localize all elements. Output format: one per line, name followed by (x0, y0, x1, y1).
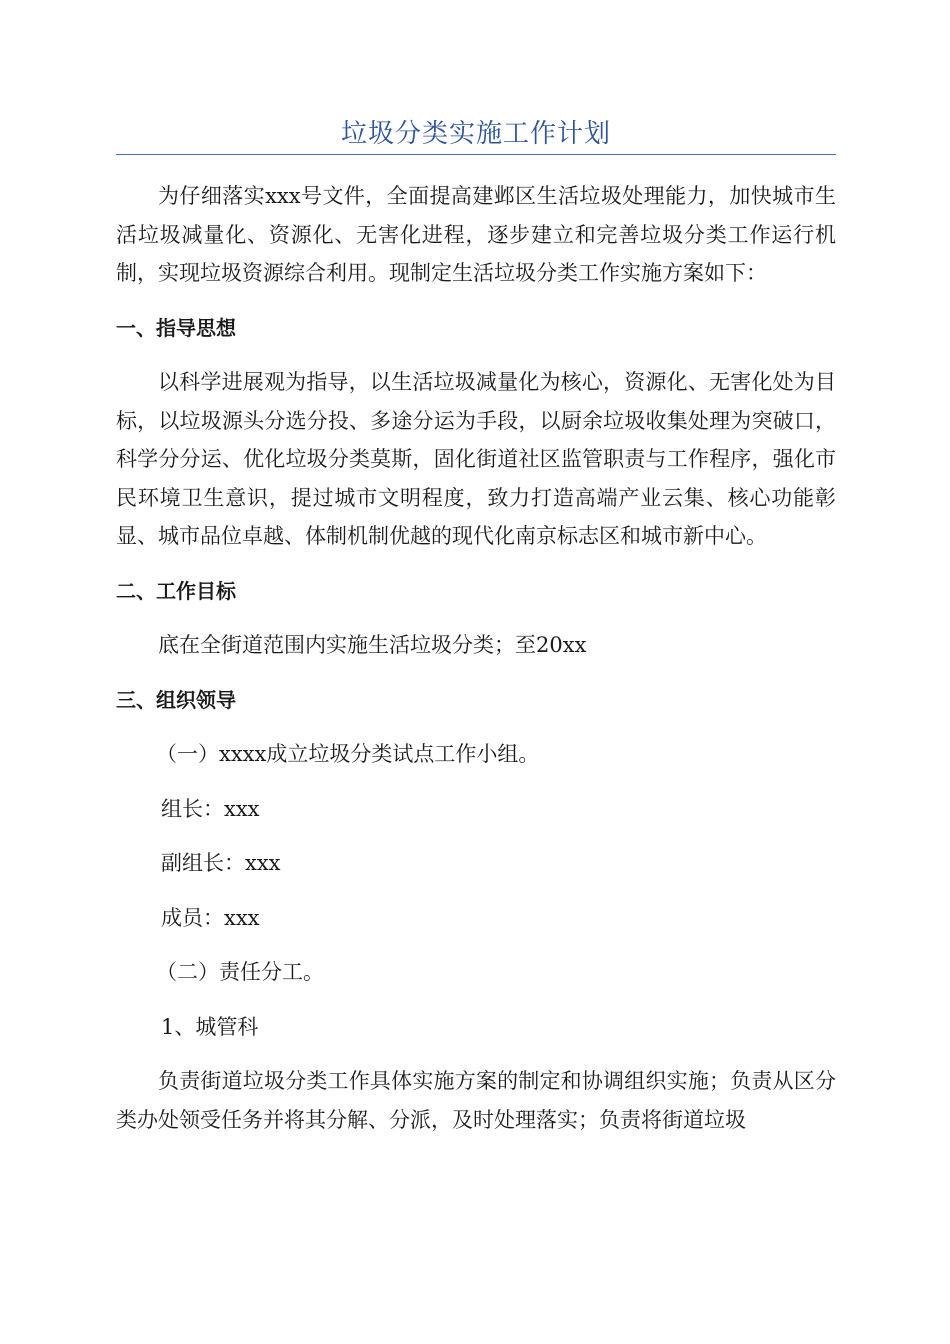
intro-paragraph: 为仔细落实xxx号文件，全面提高建邺区生活垃圾处理能力，加快城市生活垃圾减量化、资源化、无害化进程，逐步建立和完善垃圾分类工作运行机制，实现垃圾资源综合利用。现制定生活垃圾分类工作实施方案如下： (116, 184, 836, 285)
section-heading-organization: 三、组织领导 (116, 687, 236, 712)
title-underline (116, 154, 836, 155)
item-city-management: 1、城管科 (161, 1014, 259, 1039)
section-heading-work-goal: 二、工作目标 (116, 578, 236, 603)
subsection-group-setup: （一）xxxx成立垃圾分类试点工作小组。 (156, 742, 540, 766)
document-title: 垃圾分类实施工作计划 (340, 119, 611, 149)
deputy-leader-line: 副组长：xxx (161, 851, 281, 875)
section-heading-guiding-thought: 一、指导思想 (116, 315, 236, 340)
document-body (116, 177, 836, 1139)
city-management-paragraph: 负责街道垃圾分类工作具体实施方案的制定和协调组织实施；负责从区分类办处领受任务并将其分解、分派，及时处理落实；负责将街道垃圾 (116, 1069, 836, 1132)
members-line: 成员：xxx (161, 905, 260, 930)
group-leader-line: 组长：xxx (161, 796, 260, 821)
subsection-responsibilities: （二）责任分工。 (156, 960, 324, 984)
guiding-thought-paragraph: 以科学进展观为指导，以生活垃圾减量化为核心，资源化、无害化处为目标，以垃圾源头分选分投、多途分运为手段，以厨余垃圾收集处理为突破口，科学分分运、优化垃圾分类莫斯，固化街道社区监管职责与工作程序，强化市民环境卫生意识，提过城市文明程度，致力打造高端产业云集、核心功能彰显、城市品位卓越、体制机制优越的现代化南京标志区和城市新中心。 (116, 370, 836, 548)
work-goal-paragraph: 底在全街道范围内实施生活垃圾分类；至20xx (158, 633, 587, 657)
